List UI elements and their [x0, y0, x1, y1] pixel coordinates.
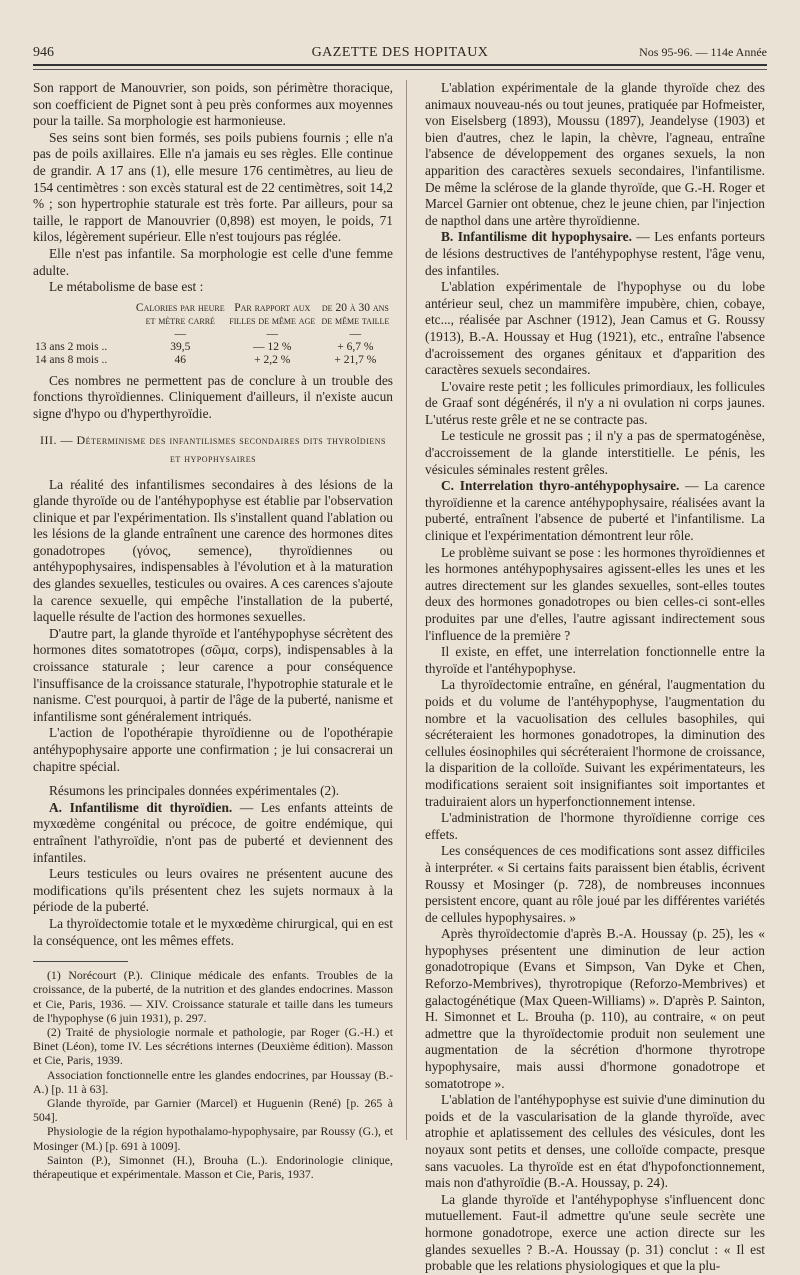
paragraph: Il existe, en effet, une interrelation fonctionnelle entre la thyroïde et l'antéhypophyse.: [425, 644, 765, 676]
table-header-cell: Calories par heure et mètre carré: [135, 301, 225, 327]
footnote: Association fonctionnelle entre les glandes endocrines, par Houssay (B.-A.) [p. 11 à 63].: [33, 1067, 393, 1096]
paragraph: Le métabolisme de base est :: [49, 279, 204, 295]
paragraph: [33, 800, 393, 866]
paragraph: [425, 229, 765, 279]
footnotes: [33, 968, 393, 1181]
paragraph-text: — Les enfants atteints de myxœdème congénital ou précoce, de goitre endémique, qui entraînent l'athyroïdie, n'ont pas de puberté et deviennent des infantiles.: [33, 799, 393, 865]
page-number: 946: [33, 45, 54, 60]
table-cell: 39,5: [170, 340, 191, 353]
paragraph: Après thyroïdectomie d'après B.-A. Houssay (p. 25), les « hypophyses présentent une diminution de leur action gonadotropique (Evans et Simpson, Van Dyke et Chen, Reforzo-Membrives), thyrotropique (Reforzo-Membrives) et galactogénétique (Max Queen-Williams) ». D'après P. Sainton, H. Simonnet et L. Brouha (p. 110), au contraire, « on peut admettre que la thyroïdectomie produit non seulement une augmentation de la sécrétion d'hormone thyrotrope hypophysaire, mais aussi d'hormone gonadotrope et somatotrope ».: [425, 926, 765, 1091]
table-cell: + 6,7 %: [337, 340, 374, 353]
paragraph: Résumons les principales données expérimentales (2).: [49, 783, 340, 799]
paragraph: Le problème suivant se pose : les hormones thyroïdiennes et les hormones antéhypophysaires agissent-elles les unes et les autres directement sur les glandes sexuelles, sont-elles toutes deux des hormones gonadotropes ou bien celles-ci sont-elles produites par une d'elles, l'autre agissant indirectement sous l'influence de la première ?: [425, 544, 765, 643]
table-cell: 14 ans 8 mois ..: [35, 353, 108, 366]
paragraph: L'ablation de l'antéhypophyse est suivie d'une diminution du poids et de la vascularisation de la glande thyroïde, avec atrophie et aplatissement des cellules des vésicules, dont les noyaux sont petits et denses, une colloïde compacte, presque sans vacuoles. La thyroïde est en état d'hypofonctionnement, mais non d'athyroïdie (B.-A. Houssay, p. 24).: [425, 1092, 765, 1191]
paragraph: Leurs testicules ou leurs ovaires ne présentent aucune des modifications qu'ils présentent chez les sujets normaux à la période de la puberté.: [33, 866, 393, 915]
paragraph: [425, 478, 765, 544]
column-divider: [406, 80, 407, 1140]
table-header-cell: de 20 à 30 ans de même taille: [321, 301, 390, 327]
table-header-cell: Par rapport aux filles de même age: [229, 301, 316, 327]
issue-info: Nos 95-96. — 114e Année: [639, 45, 767, 59]
table-dash: —: [349, 327, 362, 340]
table-row: [33, 354, 393, 367]
paragraph: La thyroïdectomie totale et le myxœdème chirurgical, qui en est la conséquence, ont les mêmes effets.: [33, 915, 393, 948]
table-cell: 46: [174, 353, 187, 366]
subsection-heading: C. Interrelation thyro-antéhypophysaire.: [441, 478, 680, 494]
paragraph-text: — Les enfants porteurs de lésions destructives de l'antéhypophyse restent, l'âge venu, des infantiles.: [425, 229, 765, 278]
paragraph-text: — La carence thyroïdienne et la carence antéhypophysaire, réalisées avant la puberté, entraînent l'absence de puberté et l'infantilisme. La clinique et l'expérimentation démontrent leur rôle.: [425, 478, 765, 544]
paragraph: Le testicule ne grossit pas ; il n'y a pas de spermatogénèse, d'accroissement de la glande interstitielle. Le pénis, les vésicules séminales restent grêles.: [425, 428, 765, 477]
footnote: (1) Norécourt (P.). Clinique médicale des enfants. Troubles de la croissance, de la puberté, de la nutrition et des glandes endocrines. Masson et Cie, Paris, 1936. — XIV. Croissance staturale et taille dans les tumeurs de l'hypophyse (6 juin 1931), p. 297.: [33, 968, 393, 1025]
paragraph: La glande thyroïde et l'antéhypophyse s'influencent donc mutuellement. Faut-il admettre qu'une seule secrète une hormone gonadotrope, exerce une action directe sur les glandes sexuelles ? B.-A. Houssay (p. 31) conclut : « Il est probable que les relations physiologiques et que la plu-: [425, 1191, 765, 1274]
paragraph: Son rapport de Manouvrier, son poids, son périmètre thoracique, son coefficient de Pignet sont à peu près conformes aux moyennes pour la taille. Sa morphologie est harmonieuse.: [33, 80, 393, 129]
header-rule-thin: [33, 69, 767, 70]
table-cell: + 2,2 %: [254, 353, 291, 366]
paragraph: Ces nombres ne permettent pas de conclure à un trouble des fonctions thyroïdiennes. Cliniquement d'ailleurs, il n'existe aucun signe d'hypo ou d'hyperthyroïdie.: [33, 372, 393, 421]
paragraph: Elle n'est pas infantile. Sa morphologie est celle d'une femme adulte.: [33, 245, 393, 278]
journal-title: GAZETTE DES HOPITAUX: [311, 45, 489, 60]
footnote: Glande thyroïde, par Garnier (Marcel) et Huguenin (René) [p. 265 à 504].: [33, 1095, 393, 1125]
paragraph: D'autre part, la glande thyroïde et l'antéhypophyse sécrètent des hormones dites somatotropes (σῶμα, corps), indispensables à la croissance staturale ; leur carence a pour conséquence l'insuffisance de la croissance staturale, l'hypotrophie staturale et le nanisme. C'est pourquoi, à partir de l'âge de la puberté, nanisme et infantilisme sont généralement intriqués.: [33, 625, 393, 724]
left-column: [33, 80, 393, 1181]
footnote-rule: [33, 961, 128, 962]
paragraph: La thyroïdectomie entraîne, en général, l'augmentation du poids et du volume de l'antéhypophyse, l'augmentation du nombre et la vacuolisation des cellules basophiles, qui sécréteraient les hormones gonadotropes, la diminution des cellules éosinophiles qui sécréteraient l'hormone de croissance, la disparition de la colloïde. Suivant les expérimentateurs, les modifications seraient soit insignifiantes soit importantes et traduiraient alors un hyperfonctionnement intense.: [425, 677, 765, 809]
subsection-heading: A. Infantilisme dit thyroïdien.: [49, 799, 233, 815]
table-dash: —: [174, 327, 187, 340]
footnote: Sainton (P.), Simonnet (H.), Brouha (L.). Endorinologie clinique, thérapeutique et expérimentale. Masson et Cie, Paris, 1937.: [33, 1152, 393, 1181]
paragraph: Les conséquences de ces modifications sont assez difficiles à interpréter. « Si certains faits paraissent bien établis, écrivent Roussy et Mosinger (p. 728), de nombreuses inconnues persistent encore, quant au rôle joué par les différentes variétés de cellules hypophysaires. »: [425, 843, 765, 925]
paragraph: L'ovaire reste petit ; les follicules primordiaux, les follicules de Graaf sont dégénérés, il n'y a ni ovulation ni corps jaunes. L'utérus reste grêle et ne se contracte pas.: [425, 378, 765, 427]
table-cell: — 12 %: [253, 340, 292, 353]
header-rule: [33, 64, 767, 66]
section-title: III. — Déterminisme des infantilismes secondaires dits thyroïdiens et hypophysaires: [40, 432, 386, 465]
table-cell: 13 ans 2 mois ..: [35, 340, 108, 353]
subsection-heading: B. Infantilisme dit hypophysaire.: [441, 229, 632, 245]
footnote: Physiologie de la région hypothalamo-hypophysaire, par Roussy (G.), et Mosinger (M.) [p. 691 à 1009].: [33, 1124, 393, 1153]
paragraph: L'administration de l'hormone thyroïdienne corrige ces effets.: [425, 810, 765, 842]
paragraph: L'ablation expérimentale de l'hypophyse ou du lobe antérieur seul, chez un mammifère impubère, chien, cobaye, etc..., réalisée par Aschner (1912), Jean Camus et G. Roussy (1913), B.-A. Houssay et Hug (1921), etc., entraîne l'absence d'acroissement des organes génitaux et d'apparition des caractères sexuels secondaires.: [425, 279, 765, 378]
paragraph: L'ablation expérimentale de la glande thyroïde chez des animaux nouveau-nés ou tout jeunes, pratiquée par Hofmeister, von Eiselsberg (1893), Moussu (1897), Jeandelyse (1903) et bien d'autres, chez le lapin, la chèvre, l'agneau, entraîne l'absence de développement des organes sexuels, la non apparition des caractères sexuels secondaires, l'infantilisme. De même la sclérose de la glande thyroïde, que G.-H. Roger et Marcel Garnier ont obtenue, chez le jeune chien, par l'injection de napthol dans une artère thyroïdienne.: [425, 80, 765, 228]
metabolism-table: [33, 302, 393, 367]
right-column: [425, 80, 765, 1275]
table-row: [33, 341, 393, 354]
table-cell: + 21,7 %: [334, 353, 377, 366]
paragraph: Ses seins sont bien formés, ses poils pubiens fournis ; elle n'a pas de poils axillaires. Elle n'a jamais eu ses règles. Elle continue de grandir. A 17 ans (1), elle mesure 176 centimètres, au lieu de 154 centimètres : son excès statural est de 22 centimètres, soit 14,2 % ; son hypertrophie staturale est très forte. Par ailleurs, pour sa taille, le rapport de Manouvrier (0,898) est moyen, le poids, 71 kilos, légèrement supérieur. Elle n'est toujours pas réglée.: [33, 129, 393, 245]
paragraph: La réalité des infantilismes secondaires à des lésions de la glande thyroïde ou de l'antéhypophyse est établie par l'observation clinique et par l'expérimentation. Ils s'installent quand l'ablation ou les lésions de la glande entraînent une carence des hormones dites gonadotropes (γόνος, semence), thyroïdiennes ou antéhypophysaires, indispensables à l'évolution et à la maturation des glandes sexuelles, testicules ou ovaires. A ces carences s'ajoute la carence sexuelle, qui empêche l'installation de la puberté, laquelle résulte de l'action des hormones sexuelles.: [33, 476, 393, 625]
page-header: [33, 45, 767, 65]
footnote: (2) Traité de physiologie normale et pathologie, par Roger (G.-H.) et Binet (Léon), tome IV. Les sécrétions internes (Deuxième édition). Masson et Cie, Paris, 1939.: [33, 1024, 393, 1068]
paragraph: L'action de l'opothérapie thyroïdienne ou de l'opothérapie antéhypophysaire apporte une confirmation ; je lui consacrerai un chapitre spécial.: [33, 725, 393, 774]
table-dash: —: [266, 327, 278, 340]
